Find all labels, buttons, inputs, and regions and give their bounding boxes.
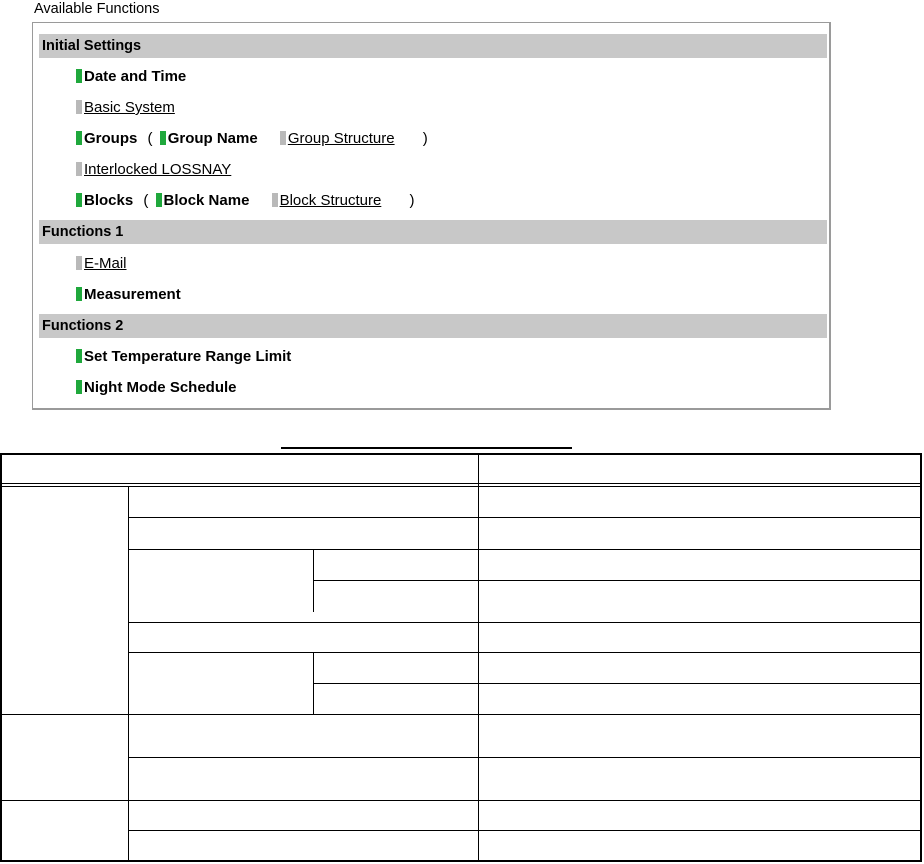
link-interlocked-lossnay[interactable] [76,160,231,180]
enabled-marker-icon [156,193,162,207]
table-row-line [0,800,922,801]
item-label: Basic System [84,99,175,116]
table-row-line [128,622,922,623]
enabled-marker-icon [76,69,82,83]
link-basic-system[interactable] [76,98,175,118]
available-functions-caption: Available Functions [34,1,160,17]
table-row-line [313,683,922,684]
item-night-mode-schedule[interactable] [76,378,237,398]
link-block-structure[interactable]: Block Structure [279,192,382,209]
table-border-bottom [0,860,922,862]
enabled-marker-icon [76,287,82,301]
section-functions-1: Functions 1 [39,220,827,244]
item-date-and-time[interactable] [76,67,186,87]
available-functions-panel [32,22,831,410]
enabled-marker-icon [76,380,82,394]
table-row-line [128,549,922,550]
enabled-marker-icon [76,131,82,145]
paren-open: ( [147,130,153,147]
table-header-line [0,486,922,487]
table-row-line [313,580,922,581]
groups-label[interactable]: Groups [84,130,138,147]
item-set-temperature-range-limit[interactable] [76,347,291,367]
item-label: Set Temperature Range Limit [84,348,292,365]
paren-open: ( [143,192,149,209]
paren-close: ) [409,192,415,209]
disabled-marker-icon [76,256,82,270]
title-underline [281,447,572,449]
table-header-line [0,483,922,484]
item-label: E-Mail [84,255,127,272]
table-col-divider [128,486,129,862]
disabled-marker-icon [76,162,82,176]
table-row-line [128,652,922,653]
table-row-line [0,714,922,715]
enabled-marker-icon [76,349,82,363]
section-initial-settings: Initial Settings [39,34,827,58]
disabled-marker-icon [272,193,278,207]
table-row-line [128,757,922,758]
item-label: Measurement [84,286,181,303]
table-border-top [0,453,922,455]
enabled-marker-icon [160,131,166,145]
item-blocks [76,191,414,211]
table-row-line [128,830,922,831]
item-label: Night Mode Schedule [84,379,237,396]
item-groups [76,129,428,149]
group-name-label[interactable]: Group Name [167,130,258,147]
disabled-marker-icon [76,100,82,114]
item-label: Date and Time [84,68,187,85]
item-measurement[interactable] [76,285,181,305]
paren-close: ) [422,130,428,147]
link-group-structure[interactable]: Group Structure [287,130,395,147]
table-row-line [128,517,922,518]
block-name-label[interactable]: Block Name [163,192,250,209]
disabled-marker-icon [280,131,286,145]
link-email[interactable] [76,254,127,274]
section-functions-2: Functions 2 [39,314,827,338]
item-label: Interlocked LOSSNAY [84,161,232,178]
enabled-marker-icon [76,193,82,207]
blocks-label[interactable]: Blocks [84,192,134,209]
